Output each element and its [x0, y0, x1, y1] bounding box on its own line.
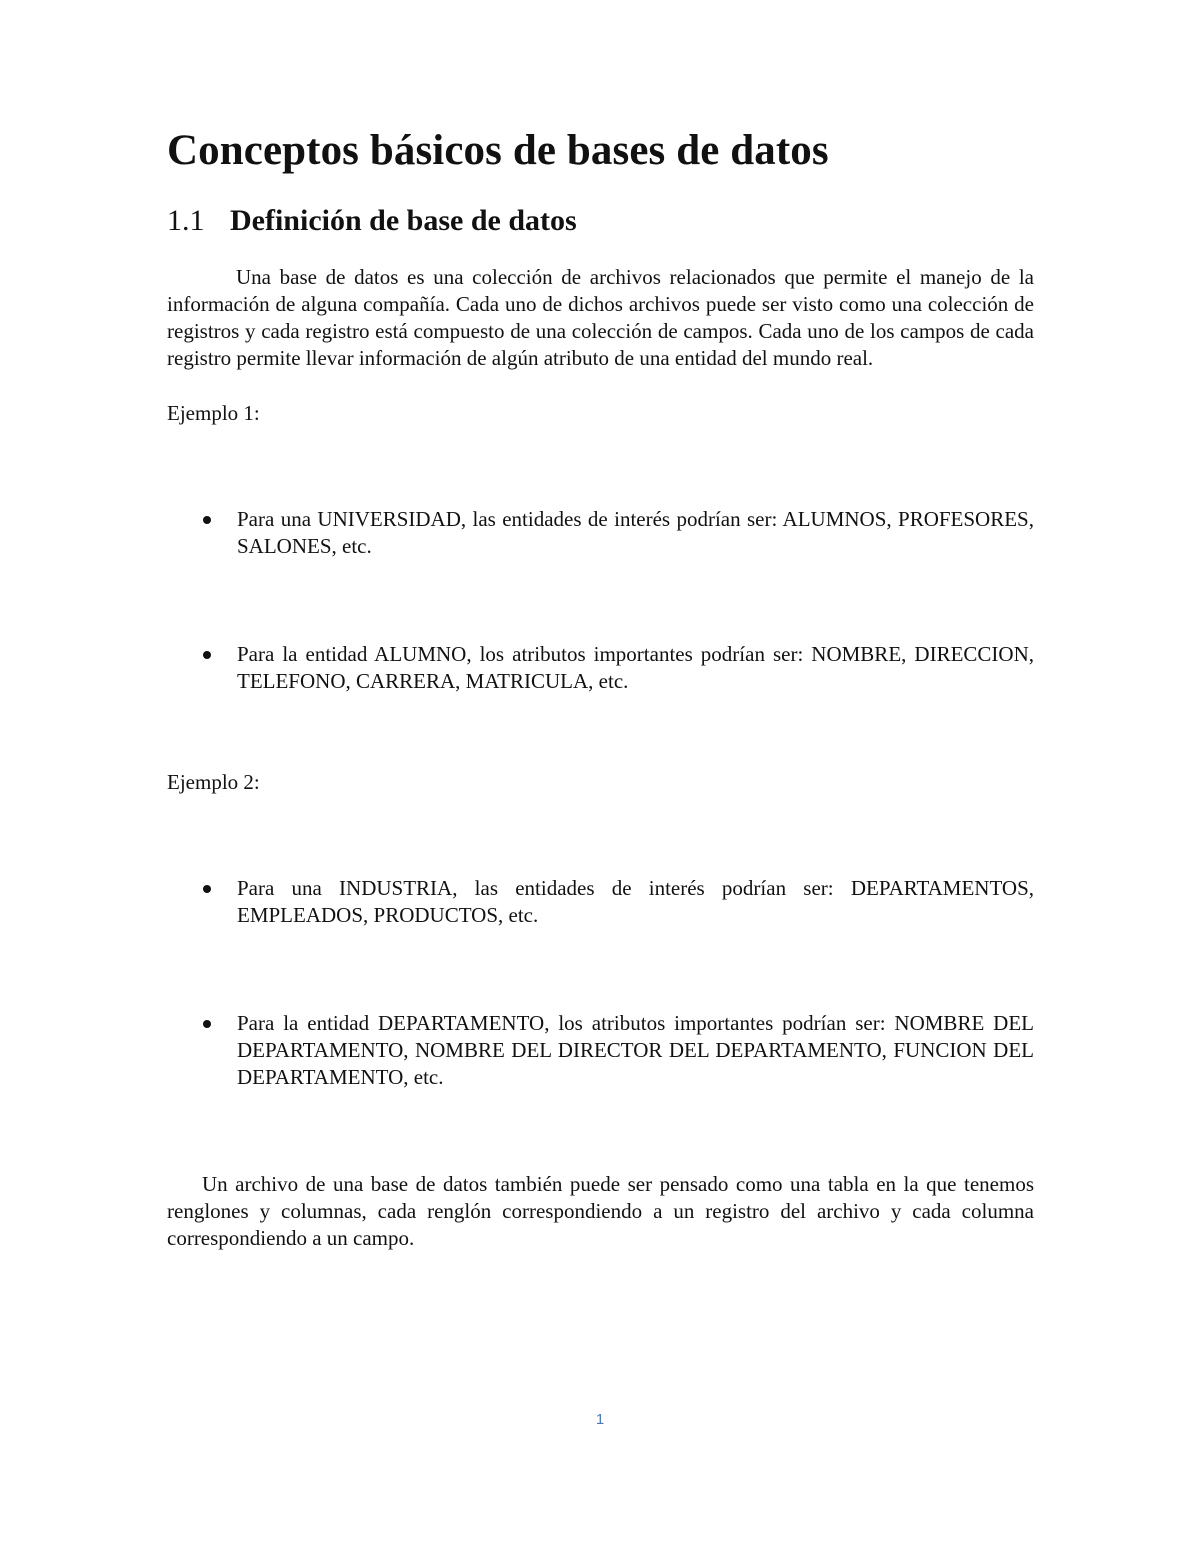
- bullet-text: Para la entidad DEPARTAMENTO, los atributos importantes podrían ser: NOMBRE DEL DEPARTAMENTO, NOMBRE DEL DIRECTOR DEL DEPARTAMENTO, FUNCION DEL DEPARTAMENTO, etc.: [237, 1011, 1034, 1089]
- bullet-icon: [203, 516, 211, 524]
- section-title: Definición de base de datos: [230, 204, 577, 237]
- list-item: [167, 641, 1034, 695]
- bullet-text: Para una INDUSTRIA, las entidades de interés podrían ser: DEPARTAMENTOS, EMPLEADOS, PRODUCTOS, etc.: [237, 876, 1034, 927]
- page-number: 1: [595, 1411, 605, 1428]
- section-heading: [167, 201, 1034, 241]
- section-number: 1.1: [167, 204, 205, 237]
- page-content: [167, 122, 1034, 1252]
- bullet-text: Para una UNIVERSIDAD, las entidades de interés podrían ser: ALUMNOS, PROFESORES, SALONES, etc.: [237, 507, 1034, 558]
- example-1-bullet-list: [167, 506, 1034, 695]
- bullet-icon: [203, 1020, 211, 1028]
- intro-paragraph: Una base de datos es una colección de archivos relacionados que permite el manejo de la información de alguna compañía. Cada uno de dichos archivos puede ser visto como una colección de registros y cada registro está compuesto de una colección de campos. Cada uno de los campos de cada registro permite llevar información de algún atributo de una entidad del mundo real.: [167, 265, 1034, 370]
- bullet-icon: [203, 885, 211, 893]
- example-1-label: Ejemplo 1:: [167, 401, 260, 425]
- bullet-icon: [203, 651, 211, 659]
- list-item: [167, 1010, 1034, 1091]
- document-title: Conceptos básicos de bases de datos: [167, 127, 829, 174]
- bullet-text: Para la entidad ALUMNO, los atributos importantes podrían ser: NOMBRE, DIRECCION, TELEFONO, CARRERA, MATRICULA, etc.: [237, 642, 1034, 693]
- closing-paragraph: Un archivo de una base de datos también puede ser pensado como una tabla en la que tenemos renglones y columnas, cada renglón correspondiendo a un registro del archivo y cada columna correspondiendo a un campo.: [167, 1172, 1034, 1250]
- list-item: [167, 506, 1034, 560]
- example-2-label: Ejemplo 2:: [167, 770, 260, 794]
- list-item: [167, 875, 1034, 929]
- example-2-bullet-list: [167, 875, 1034, 1091]
